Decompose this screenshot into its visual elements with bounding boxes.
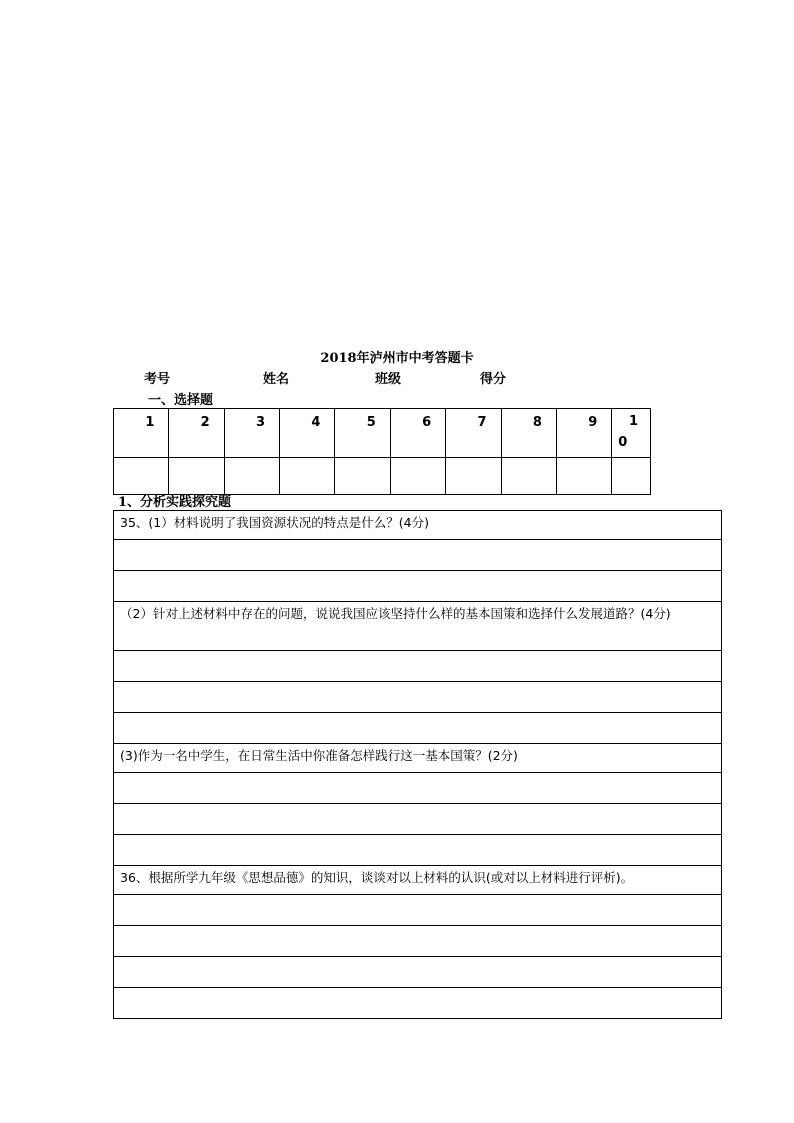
answer-cell[interactable] [169,458,224,495]
answer-line[interactable] [114,773,722,804]
question-number-10-digit-1: 1 [628,414,638,429]
question-number-cell: 4 [280,409,335,458]
answer-line[interactable] [114,957,722,988]
section-analysis-heading: 1、分析实践探究题 [118,495,232,510]
choice-answer-grid [113,408,651,495]
question-number-cell: 6 [390,409,445,458]
question-35-2: （2）针对上述材料中存在的问题，说说我国应该坚持什么样的基本国策和选择什么发展道路？(4分) [114,602,722,651]
question-number-cell: 2 [169,409,224,458]
answer-cell[interactable] [280,458,335,495]
analysis-answer-table [113,510,722,1019]
question-number-cell: 9 [556,409,611,458]
answer-cell[interactable] [446,458,501,495]
answer-line[interactable] [114,926,722,957]
section-choice-heading: 一、选择题 [148,393,214,408]
answer-cell[interactable] [114,458,169,495]
answer-line[interactable] [114,571,722,602]
exam-number-label: 考号 [144,372,171,387]
answer-cell[interactable] [556,458,611,495]
question-35-1: 35、(1）材料说明了我国资源状况的特点是什么？(4分) [114,511,722,540]
answer-line[interactable] [114,835,722,866]
answer-line[interactable] [114,895,722,926]
question-36: 36、根据所学九年级《思想品德》的知识，谈谈对以上材料的认识(或对以上材料进行评析)。 [114,866,722,895]
question-number-cell-10 [612,409,651,458]
answer-cell[interactable] [612,458,651,495]
name-label: 姓名 [263,372,290,387]
question-number-cell: 5 [335,409,390,458]
question-number-cell: 7 [446,409,501,458]
answer-cell[interactable] [501,458,556,495]
answer-line[interactable] [114,540,722,571]
answer-line[interactable] [114,713,722,744]
question-number-10-digit-0: 0 [618,435,628,450]
score-label: 得分 [480,372,507,387]
answer-line[interactable] [114,651,722,682]
class-label: 班级 [375,372,402,387]
answer-line[interactable] [114,804,722,835]
answer-cell[interactable] [335,458,390,495]
answer-line[interactable] [114,682,722,713]
question-number-cell: 8 [501,409,556,458]
answer-cell[interactable] [390,458,445,495]
question-number-cell: 1 [114,409,169,458]
page-title: 2018年泸州市中考答题卡 [320,351,474,366]
question-number-cell: 3 [224,409,279,458]
question-35-3: (3)作为一名中学生，在日常生活中你准备怎样践行这一基本国策？(2分) [114,744,722,773]
answer-cell[interactable] [224,458,279,495]
answer-line[interactable] [114,988,722,1019]
